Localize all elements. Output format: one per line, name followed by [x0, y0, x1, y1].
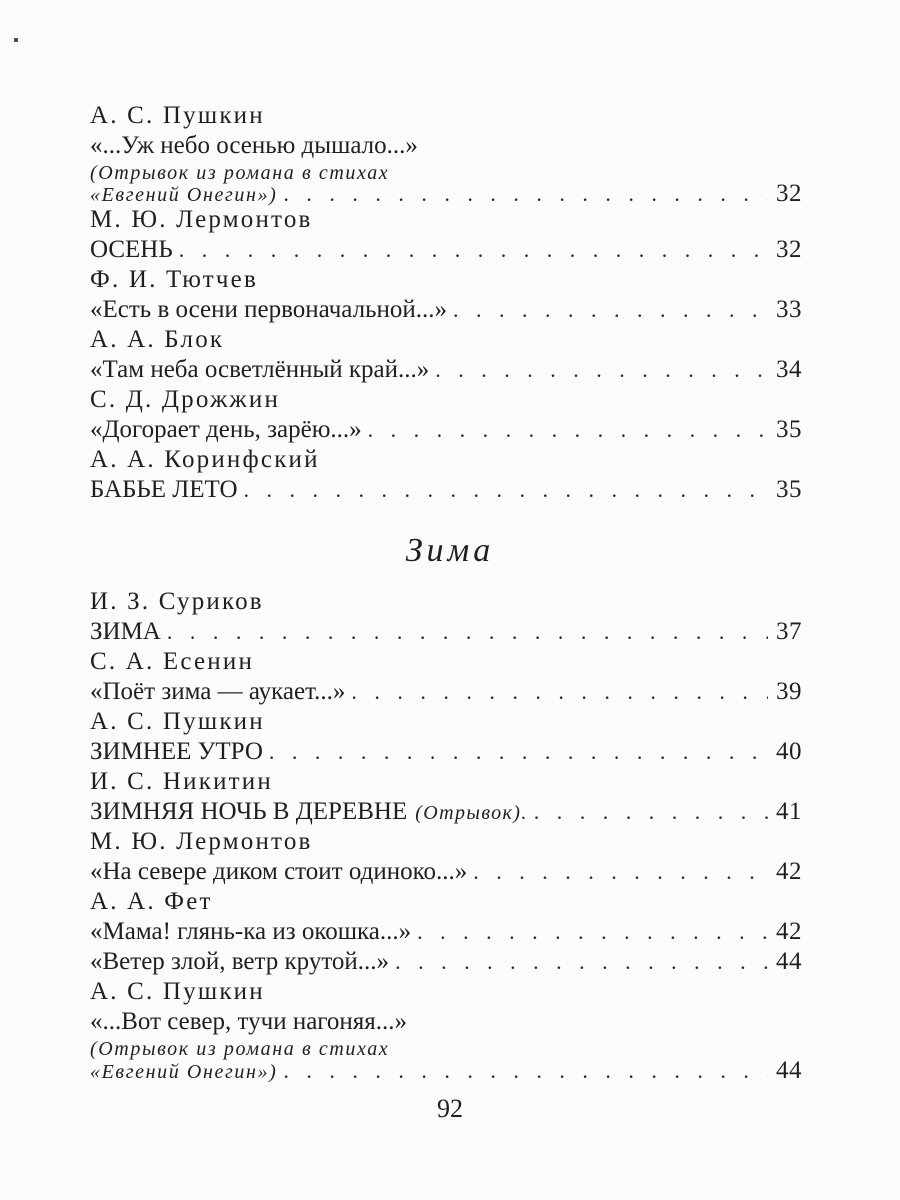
toc-text: «Там неба осветлённый край...» [90, 356, 430, 383]
toc-text: «На севере диком стоит одиноко...» [90, 858, 468, 885]
toc-text: «Есть в осени первоначальной...» [90, 296, 447, 323]
toc-text: М. Ю. Лермонтов [90, 206, 313, 233]
toc-text: М. Ю. Лермонтов [90, 828, 313, 855]
toc-text: (Отрывок из романа в стихах [90, 162, 390, 184]
toc-text: «...Вот север, тучи нагоняя...» [90, 1008, 408, 1035]
toc-text: ЗИМНЯЯ НОЧЬ В ДЕРЕВНЕ [90, 798, 408, 825]
page-ref: 44 [776, 1057, 802, 1084]
page-ref: 35 [776, 476, 802, 503]
page-ref: 40 [776, 738, 802, 765]
toc-text: И. С. Никитин [90, 768, 273, 795]
toc-text: «Поёт зима — аукает...» [90, 678, 346, 705]
toc-text: И. З. Суриков [90, 588, 264, 615]
toc-text: ЗИМНЕЕ УТРО [90, 738, 263, 765]
page-ref: 44 [776, 948, 802, 975]
page-ref: 33 [776, 296, 802, 323]
leader-dots [283, 1053, 768, 1089]
page-ref: 34 [776, 356, 802, 383]
page-ref: 37 [776, 618, 802, 645]
toc-text: А. С. Пушкин [90, 708, 265, 735]
page-number: 92 [437, 1094, 463, 1123]
leader-dots [244, 472, 768, 508]
toc-text: ОСЕНЬ [90, 236, 173, 263]
section-heading: Зима [405, 532, 495, 569]
page-ref: 41 [776, 798, 802, 825]
page-ref: 32 [776, 236, 802, 263]
toc-text: БАБЬЕ ЛЕТО [90, 476, 238, 503]
toc-text: «Ветер злой, ветр крутой...» [90, 948, 390, 975]
page-ref: 35 [776, 416, 802, 443]
toc-text: «Евгений Онегин») [90, 1061, 278, 1083]
toc-text: «Мама! глянь-ка из окошка...» [90, 918, 412, 945]
toc-text: А. С. Пушкин [90, 978, 265, 1005]
toc-text: А. А. Коринфский [90, 446, 320, 473]
toc-text: (Отрывок из романа в стихах [90, 1038, 390, 1060]
toc-text: С. Д. Дрожжин [90, 386, 281, 413]
toc-inline-note: (Отрывок). [415, 802, 528, 824]
toc-text: «Евгений Онегин») [90, 184, 278, 206]
print-speck [14, 38, 18, 42]
toc-text: А. А. Фет [90, 888, 213, 915]
toc-text: А. А. Блок [90, 326, 225, 353]
page-ref: 42 [776, 918, 802, 945]
toc-text: ЗИМА [90, 618, 161, 645]
page-ref: 32 [776, 180, 802, 207]
toc-text: «Догорает день, зарёю...» [90, 416, 362, 443]
page-ref: 42 [776, 858, 802, 885]
page-ref: 39 [776, 678, 802, 705]
toc-entry [90, 472, 802, 508]
toc-text: С. А. Есенин [90, 648, 255, 675]
toc-text: Ф. И. Тютчев [90, 266, 258, 293]
toc-entry [90, 1053, 802, 1089]
toc-text: А. С. Пушкин [90, 102, 265, 129]
toc-text: «...Уж небо осенью дышало...» [90, 132, 418, 159]
